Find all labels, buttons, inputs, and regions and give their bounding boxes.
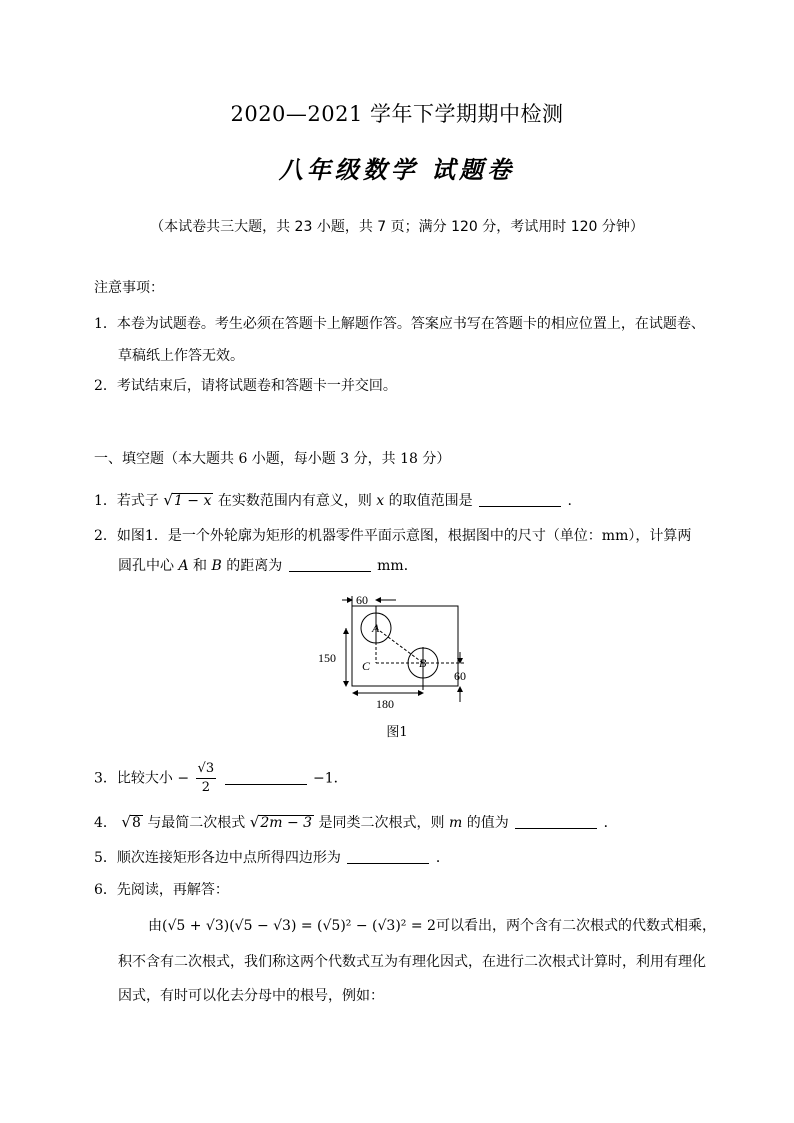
q6-formula: 由(√5 + √3)(√5 − √3) = (√5)² − (√3)² = 2: [148, 918, 436, 934]
q3-fraction: [196, 760, 217, 797]
label-bottom: 180: [376, 697, 394, 711]
q4-prefix: 4．: [94, 815, 117, 831]
label-right: 60: [454, 669, 466, 683]
q2-point-b: B: [211, 558, 222, 574]
q4-var: m: [448, 815, 463, 831]
q4-answer-blank[interactable]: [515, 814, 597, 829]
question-5: [94, 848, 450, 868]
q2-unit: mm．: [377, 558, 418, 574]
radical-sign-icon: √: [249, 813, 260, 831]
q4-mid: 与最简二次根式: [147, 815, 246, 831]
q1-end: .: [567, 493, 572, 509]
q6-line-1-rest: 可以看出，两个含有二次根式的代数式相乘，: [435, 918, 716, 934]
question-6-heading: 6．先阅读，再解答：: [94, 882, 229, 898]
q4-mid-2: 是同类二次根式，则: [318, 815, 445, 831]
q2-prefix: 圆孔中心: [118, 558, 174, 574]
q1-mid: 在实数范围内有意义，则: [217, 493, 372, 509]
q3-numerator: √3: [196, 760, 217, 779]
figure-1-caption: 图1: [386, 725, 408, 740]
exam-title: 2020—2021 学年下学期期中检测: [230, 102, 564, 126]
note-item-1-line-1: 1．本卷为试题卷。考生必须在答题卡上解题作答。答案应书写在答题卡的相应位置上，在试题卷、: [94, 316, 705, 332]
note-item-1-line-2: 草稿纸上作答无效。: [118, 348, 244, 364]
q3-answer-blank[interactable]: [225, 770, 307, 785]
q1-radicand: 1 − x: [173, 493, 212, 509]
q4-suffix: 的值为: [466, 815, 509, 831]
exam-info: （本试卷共三大题，共 23 小题，共 7 页；满分 120 分，考试用时 120 分钟）: [150, 219, 644, 235]
q1-var: x: [376, 493, 385, 509]
exam-subtitle: 八年级数学 试题卷: [278, 155, 516, 184]
label-left: 150: [318, 651, 336, 665]
q1-suffix: 的取值范围是: [388, 493, 473, 509]
note-item-2: 2．考试结束后，请将试题卷和答题卡一并交回。: [94, 378, 397, 394]
q2-point-a: A: [178, 558, 189, 574]
figure-1-diagram: [316, 592, 476, 718]
q4-radicand-2: 2m − 3: [260, 815, 313, 831]
q4-end: ．: [603, 815, 618, 831]
q2-suffix: 的距离为: [226, 558, 283, 574]
question-6-line-1: [148, 916, 716, 936]
section-1-heading: 一、填空题（本大题共 6 小题，每小题 3 分，共 18 分）: [94, 451, 451, 467]
notes-heading: 注意事项：: [94, 280, 164, 296]
q2-answer-blank[interactable]: [289, 557, 371, 572]
question-2-line-2: [118, 556, 418, 576]
radical-sign-icon: √: [121, 813, 131, 831]
point-a-label: A: [372, 621, 380, 635]
question-4: [94, 812, 618, 833]
point-b-label: B: [419, 656, 427, 670]
question-1: [94, 490, 572, 511]
q2-and: 和: [193, 558, 208, 574]
q5-text: 5．顺次连接矩形各边中点所得四边形为: [94, 850, 341, 866]
part-outline: [352, 606, 458, 686]
question-6-line-2: 积不含有二次根式，我们称这两个代数式互为有理化因式，在进行二次根式计算时，利用有理化: [118, 954, 706, 970]
q5-end: ．: [435, 850, 450, 866]
radical-sign-icon: √: [163, 491, 173, 509]
q3-suffix: −1．: [313, 770, 348, 787]
question-3: [94, 760, 348, 797]
q5-answer-blank[interactable]: [347, 849, 429, 864]
q1-prefix: 1．若式子: [94, 493, 159, 509]
label-top: 60: [356, 593, 368, 607]
point-c-label: C: [362, 659, 371, 673]
question-2-line-1: 2．如图1．是一个外轮廓为矩形的机器零件平面示意图，根据图中的尺寸（单位：mm），计算两: [94, 528, 692, 544]
question-6-line-3: 因式，有时可以化去分母中的根号，例如：: [118, 988, 384, 1004]
q1-answer-blank[interactable]: [479, 492, 561, 507]
q3-prefix: 3．比较大小 −: [94, 770, 190, 787]
q3-denominator: 2: [201, 780, 210, 795]
q4-radicand-1: 8: [131, 815, 141, 831]
